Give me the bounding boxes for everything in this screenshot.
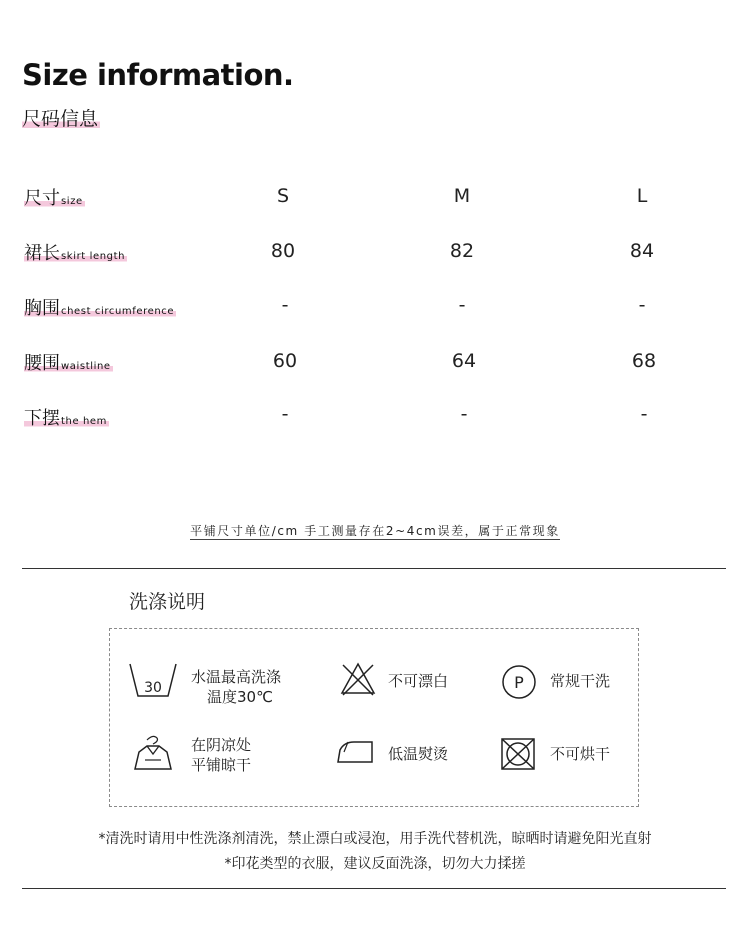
table-cell: 80 <box>270 240 296 262</box>
dry-flat-shade-icon <box>133 734 173 772</box>
column-header-l: L <box>636 185 648 207</box>
care-label-wash <box>191 667 281 707</box>
no-tumble-dry-icon <box>500 737 536 771</box>
column-header-m: M <box>453 185 471 207</box>
care-label-dryclean: 常规干洗 <box>550 672 611 690</box>
care-text-line2: 平铺晾干 <box>191 756 252 774</box>
row-label-cn: 胸围 <box>24 298 60 319</box>
page-subtitle-text: 尺码信息 <box>22 108 99 130</box>
table-cell: - <box>458 294 466 316</box>
wash-temp-label: 30 <box>144 680 162 696</box>
care-text-line1: 在阴凉处 <box>191 736 252 754</box>
table-cell: 64 <box>451 350 477 372</box>
divider-bottom <box>22 888 726 889</box>
row-label-hem <box>24 404 109 430</box>
care-label-tumble: 不可烘干 <box>550 745 611 763</box>
footnote-wash: *清洗时请用中性洗涤剂清洗，禁止漂白或浸泡，用手洗代替机洗，晾晒时请避免阳光直射 <box>98 831 652 847</box>
row-label-skirt-length <box>24 239 127 265</box>
page-subtitle <box>22 104 100 131</box>
iron-low-icon <box>336 738 376 766</box>
wash-30-icon <box>128 662 180 700</box>
row-label-en: skirt length <box>61 251 126 262</box>
care-label-iron: 低温熨烫 <box>388 745 449 763</box>
measurement-note <box>0 522 750 539</box>
row-label-cn: 下摆 <box>24 408 60 429</box>
row-label-cn: 裙长 <box>24 243 60 264</box>
page-title: Size information. <box>22 58 294 92</box>
care-label-dryflat <box>191 735 251 775</box>
table-cell: - <box>281 403 289 425</box>
row-label-waistline <box>24 349 113 375</box>
care-label-bleach: 不可漂白 <box>388 672 449 690</box>
row-label-en: the hem <box>61 416 108 427</box>
table-cell: 68 <box>631 350 657 372</box>
table-cell: - <box>281 294 289 316</box>
table-cell: 60 <box>272 350 298 372</box>
table-cell: 82 <box>449 240 475 262</box>
footnote-print: *印花类型的衣服，建议反面洗涤，切勿大力揉搓 <box>224 856 526 872</box>
row-label-cn: 尺寸 <box>24 188 60 209</box>
table-cell: - <box>640 403 648 425</box>
measurement-note-text: 平铺尺寸单位/cm 手工测量存在2~4cm误差，属于正常现象 <box>190 524 560 538</box>
table-cell: - <box>638 294 646 316</box>
dry-clean-letter: P <box>514 673 524 692</box>
row-label-size <box>24 184 85 210</box>
row-label-cn: 腰围 <box>24 353 60 374</box>
column-header-s: S <box>276 185 290 207</box>
table-cell: - <box>460 403 468 425</box>
dry-clean-p-icon <box>501 664 537 700</box>
row-label-en: size <box>61 196 83 207</box>
no-bleach-icon <box>340 662 376 696</box>
row-label-en: waistline <box>61 361 111 372</box>
row-label-en: chest circumference <box>61 306 175 317</box>
table-cell: 84 <box>629 240 655 262</box>
care-text-line1: 水温最高洗涤 <box>191 668 282 686</box>
care-instructions-box <box>109 628 639 807</box>
row-label-chest <box>24 294 176 320</box>
care-text-line2: 温度30℃ <box>207 688 273 706</box>
divider-top <box>22 568 726 569</box>
washing-title: 洗涤说明 <box>129 591 206 613</box>
